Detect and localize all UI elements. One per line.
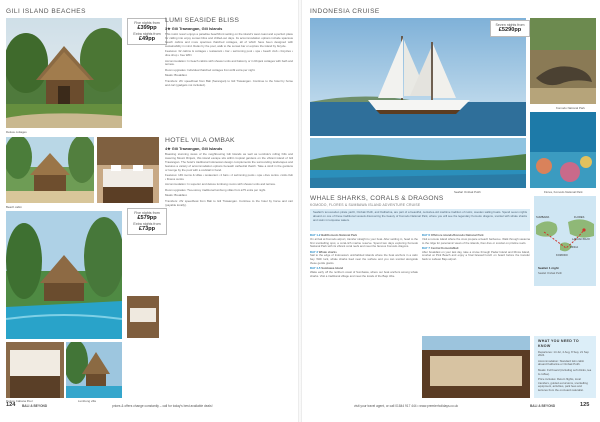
map-label: RINCA (570, 246, 579, 249)
vila-price-box (127, 208, 167, 235)
gutter (298, 0, 302, 422)
caption-deluxe-cottages: Deluxe cottages (6, 130, 27, 134)
map-sub-caption: Seafari Ombak Putih (538, 272, 562, 275)
caption-deluxe-cabana: Deluxe Cabana Pool (6, 399, 33, 403)
lumi-upgrades: Room upgrades: Individual thatched cottages from £49 extra per night. (165, 67, 256, 72)
vila-pool-photo (6, 211, 122, 339)
left-page (0, 0, 296, 422)
day-label: DAY 7 (422, 245, 430, 250)
extra-value: £73pp (138, 225, 156, 232)
day-title: Offshore islands/Komodo National Park (430, 234, 484, 237)
vila-subtitle: 4★ Gili Trawangan, Gili Islands (165, 146, 223, 151)
itinerary-day (422, 247, 530, 262)
info-line: Price includes: Return flights, local transfers, guided excursions, snorkelling equipment, activities, park fees and lectures from the on-board naturalist. (538, 376, 588, 393)
lumi-body (165, 33, 293, 131)
itinerary-day (310, 234, 418, 249)
price-label: Five nights from (134, 211, 160, 215)
price-value: £579pp (137, 215, 157, 222)
day-text: Visit a remote island where the crew prepare a beach barbecue. Walk through savanna to the ridge for panoramic views of the islands, then dive or snorkel on pristine reefs. (422, 236, 530, 245)
day-label: DAY 3 (310, 249, 318, 254)
map-caption: Seafari 1 night (538, 266, 559, 270)
cruise-intro: Seafari's ten-wooden pirate yacht, Ombak Putih, and Katharina, are part of a beautiful, centuries-old maritime tradition of rustic, wooden sailing boats. Spend seven nights aboard on one of these traditional vessels discovering the beauty of Komodo National Park, where you will see the legendary Komodo dragons, snorkel with whale sharks and swim in turquoise waters. (313, 211, 527, 222)
lumi-subtitle: 3★ Gili Trawangan, Gili Islands (165, 26, 223, 31)
extra-value: £49pp (138, 35, 156, 42)
day-title: Sumbawa Island (321, 266, 344, 271)
map-label: LABUAN BAJO (572, 238, 590, 241)
day-label: DAY 1-2 (310, 234, 321, 237)
vila-accommodation: Accommodation: In superior and deluxe lumbung rooms with shower units and terrace. (165, 182, 276, 187)
day-text: Sail to the edge of Indonesia's uninhabited islands where the boat anchors in a calm bay. With luck, whale sharks feed near the surface and you can snorkel alongside these gentle giants. (310, 253, 418, 265)
vila-upgrades: Room upgrades: Two-storey traditional lumbung villas from £75 extra per night. (165, 187, 267, 192)
page-label: BALI & BEYOND (22, 404, 48, 408)
map-label: FLORES (574, 216, 585, 219)
section-title: GILI ISLAND BEACHES (6, 8, 86, 15)
page-number: 124 (6, 402, 16, 408)
what-you-need-to-know (534, 336, 596, 398)
day-label: DAY 4-5 (310, 266, 321, 271)
caption-beach-cabin: Beach cabin (6, 205, 22, 209)
caption-seafari: Seafari Ombak Putih (454, 190, 481, 194)
cruise-price-box (490, 20, 530, 37)
day-text: After breakfast on your last day, take a cruise through Padar Island and Rinca Island, snorkel at Pink Beach and enjoy a final farewell lunch on board before the transfer back to Labuan Bajo airport. (422, 249, 530, 262)
vila-meals: Meals: Breakfast. (165, 193, 188, 198)
page-number: 125 (580, 402, 590, 408)
day-label: DAY 6 (422, 234, 430, 237)
itinerary-column-1 (310, 234, 418, 398)
itinerary-column-2 (422, 234, 530, 334)
day-title: Bali/Komodo National Park (321, 234, 358, 237)
vila-transfers: Transfers: 2hr speedboat from Bali to Gili Trawangan. Continue to the hotel by horse and cart (payable locally). (165, 198, 293, 207)
bedroom-photo (97, 137, 159, 203)
komodo-dragon-photo (530, 18, 596, 104)
price-label: Five nights from (134, 21, 160, 25)
lumi-paragraph: This rustic resort enjoys a paradise beachfront setting on the island's west coast and a perfect place for calling into enjoy sunset bliss and chilled-out days. Its accommodation options include spacious beach cabins and more spacious thatched cottages, all of which have been designed with sustainability in mind. Relax by the pool, walk to the sunset bar or explore the island by bicycle. (165, 33, 293, 48)
info-line: Meals: Full board (including soft drinks, tea & coffee). (538, 367, 592, 376)
lumi-price-box (127, 18, 167, 45)
vila-features: Features: 149 rooms & villas • restaurant • 2 bars • 2 swimming pools • spa • dive centre • kids club • fitness centre (165, 173, 293, 182)
map-label: SUMBAWA (536, 216, 550, 219)
itinerary-day (422, 234, 530, 245)
itinerary-day (310, 251, 418, 266)
itinerary-day (310, 267, 418, 278)
coral-reef-photo (530, 112, 596, 188)
price-value: £5290pp (498, 27, 522, 34)
caption-lumbung-villa: Lumbung villa (78, 399, 96, 403)
footer-text: prices & offers change constantly – call for today's best available deals! (112, 404, 213, 408)
right-page (304, 0, 600, 422)
lumi-accommodation: Accommodation: In beach cabins with shower units and balcony or in Rinjani cottages with bath and terrace. (165, 58, 293, 67)
vila-body (165, 153, 293, 257)
footer-text: visit your travel agent, or call 01844 917 444 • www.premierholidays.co.uk (354, 404, 459, 408)
caption-komodo: Komodo National Park (556, 106, 585, 110)
vila-detail-photo (127, 296, 159, 338)
day-title: Central Komodo/Bali (430, 245, 459, 250)
info-line: Departures: 14 Jul, 4 Aug, 8 Sep, 21 Sep 2024. (538, 349, 589, 358)
vila-title: HOTEL VILA OMBAK (165, 137, 235, 144)
lumi-meals: Meals: Breakfast. (165, 73, 188, 78)
lumi-transfers: Transfers: 2hr speedboat from Bali (Serangan) to Gili Trawangan. Continue to the hotel by horse and cart (gadgets not included). (165, 78, 293, 87)
map-label: KOMODO (556, 254, 568, 257)
lumi-features: Features: 32 cabins & cottages • restaurant • bar • swimming pool • spa • beach club • bicycles • dive shop • free WiFi (165, 49, 293, 58)
lumi-title: LUMI SEASIDE BLISS (165, 17, 240, 24)
page-label: BALI & BEYOND (530, 404, 556, 408)
section-title: INDONESIA CRUISE (310, 8, 380, 15)
island-beach-photo (310, 138, 526, 188)
beach-cabin-photo (6, 137, 94, 203)
cabana-photo (6, 342, 64, 398)
vila-paragraph: Boasting stunning views of the neighbouring Gili Islands as well as Lombok's rolling hills and towering Mount Rinjani, this island escape sits within tropical gardens on the vibrant island of Gili Trawangan. The hotel's traditional Indonesian design complements the surrounding landscapes and features a variety of accommodation options beneath cathedral thatch. Take a stroll in the gardens or lounge by the pool with a cocktail in hand. (165, 153, 293, 172)
extra-label: Extra nights from (133, 31, 161, 36)
caption-flores: Flores, Komodo National Park (544, 190, 583, 194)
price-value: £399pp (137, 25, 157, 32)
lumbung-villa-photo (66, 342, 122, 398)
info-title: WHAT YOU NEED TO KNOW (538, 339, 579, 348)
day-text: On arrival at Komodo airport, transfer straight to your boat. After settling in, head to the first snorkelling spot, a coral-rich marine reserve. Spend two days exploring Komodo National Park with its vibrant coral reefs and meet the famous Komodo dragons. (310, 236, 418, 249)
extra-label: Extra nights from (133, 221, 161, 226)
price-label: Seven nights from (495, 23, 525, 27)
info-line: Accommodation: Standard twin cabin aboard Katharina or Ombak Putih. (538, 358, 585, 367)
dinner-deck-photo (422, 336, 530, 398)
cruise-subtitle: KOMODO, FLORES & SUMBAWA ISLAND ADVENTURE CRUISE (310, 203, 421, 207)
day-title: Whale sharks (318, 249, 337, 254)
route-map (534, 196, 596, 286)
cruise-title: WHALE SHARKS, CORALS & DRAGONS (310, 195, 444, 202)
day-text: Wake early off the northern coast of Sumbawa, where our boat anchors among whale sharks. Visit a traditional village and meet the locals of the Bajo tribe. (310, 269, 418, 278)
lumi-cottage-photo (6, 18, 122, 128)
